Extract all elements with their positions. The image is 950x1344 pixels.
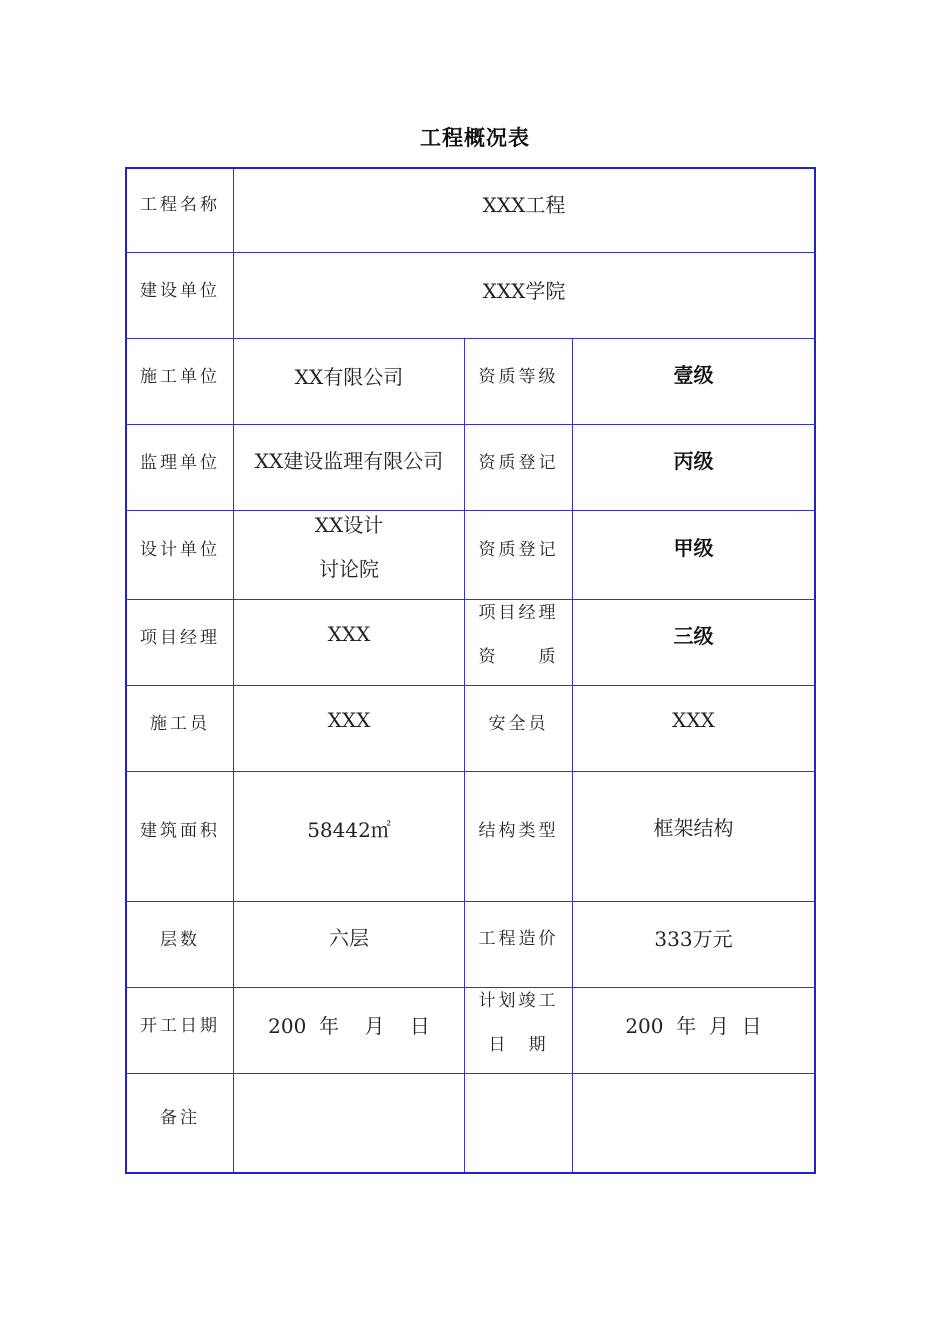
builder-value: XX有限公司 [294, 364, 404, 389]
qualification-grade-value: 壹级 [673, 362, 714, 387]
builder-label: 施工单位 [140, 366, 220, 387]
floors-value: 六层 [329, 925, 369, 950]
remarks-value[interactable] [234, 1074, 464, 1170]
floors-label: 层数 [160, 929, 200, 950]
supervisor-label: 监理单位 [140, 452, 220, 473]
designer-qualification-value: 甲级 [673, 535, 714, 560]
planned-completion-label-line1: 计划竣工 [478, 991, 559, 1011]
structure-type-value: 框架结构 [653, 815, 734, 840]
designer-value-line1: XX设计 [314, 513, 384, 537]
planned-completion-value: 200 年 月 日 [625, 1013, 762, 1038]
start-date-label: 开工日期 [140, 1015, 220, 1036]
manager-label: 项目经理 [140, 627, 220, 648]
construction-unit-label: 建设单位 [140, 280, 220, 301]
manager-value: XXX [327, 622, 371, 646]
safety-officer-value: XXX [672, 708, 715, 732]
building-area-value: 58442㎡ [307, 817, 391, 842]
structure-type-label: 结构类型 [478, 820, 559, 841]
project-name-label: 工程名称 [140, 194, 220, 215]
designer-value [234, 503, 464, 591]
supervisor-qualification-value: 丙级 [673, 448, 714, 473]
designer-label: 设计单位 [140, 539, 220, 560]
page-title: 工程概况表 [420, 126, 530, 150]
manager-qualification-label-line2: 资 质 [478, 647, 559, 667]
remarks-extra-cell[interactable] [465, 1074, 572, 1170]
remarks-label: 备注 [160, 1107, 200, 1128]
construction-unit-value: XXX学院 [482, 278, 566, 303]
manager-qualification-label [465, 591, 572, 679]
project-cost-value: 333万元 [654, 926, 733, 951]
manager-qualification-value: 三级 [673, 623, 714, 648]
project-name-value: XXX工程 [482, 193, 566, 217]
start-date-value: 200 年 月 日 [268, 1013, 430, 1038]
designer-value-line2: 讨论院 [319, 557, 379, 581]
builder-staff-value: XXX [327, 708, 371, 732]
planned-completion-label-line2: 日 期 [488, 1035, 549, 1055]
supervisor-value: XX建设监理有限公司 [254, 448, 444, 473]
project-cost-label: 工程造价 [478, 928, 559, 949]
remarks-extra-value[interactable] [573, 1074, 814, 1170]
planned-completion-label [465, 979, 572, 1067]
qualification-grade-label: 资质等级 [478, 366, 559, 387]
designer-qualification-label: 资质登记 [478, 539, 559, 560]
building-area-label: 建筑面积 [140, 820, 220, 841]
manager-qualification-label-line1: 项目经理 [478, 603, 559, 623]
safety-officer-label: 安全员 [488, 713, 549, 734]
supervisor-qualification-label: 资质登记 [478, 452, 559, 473]
builder-staff-label: 施工员 [150, 713, 210, 734]
